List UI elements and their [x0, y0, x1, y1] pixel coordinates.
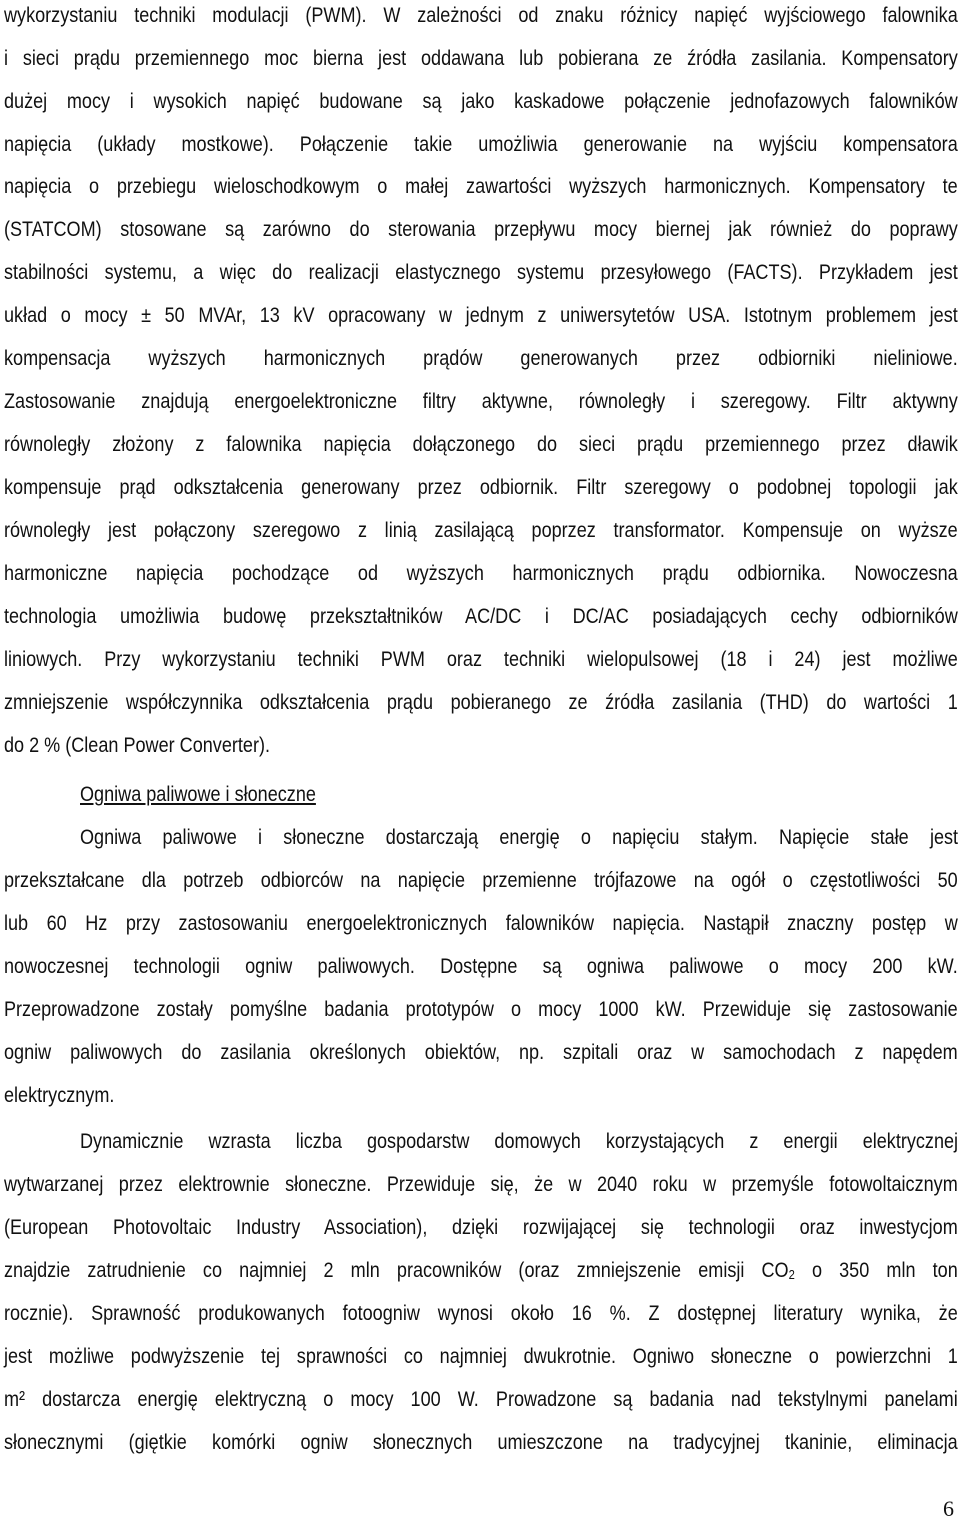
paragraph-line: Dynamicznie wzrasta liczba gospodarstw domowych korzystających z energii elektrycznej [80, 1130, 959, 1153]
paragraph-line: równoległy złożony z falownika napięcia dołączonego do sieci prądu przemiennego przez dławik [4, 433, 958, 456]
co2-subscript: 2 [788, 1267, 795, 1282]
paragraph-line: kompensacja wyższych harmonicznych prądów generowanych przez odbiorniki nieliniowe. [4, 347, 958, 370]
paragraph-line: stabilności systemu, a więc do realizacji elastycznego systemu przesyłowego (FACTS). Przykładem jest [4, 261, 958, 284]
paragraph-line: m² dostarcza energię elektryczną o mocy 100 W. Prowadzone są badania nad tekstylnymi panelami [4, 1388, 958, 1411]
paragraph-line: (European Photovoltaic Industry Association), dzięki rozwijającej się technologii oraz inwestycjom [4, 1216, 958, 1239]
paragraph-line: jest możliwe podwyższenie tej sprawności co najmniej dwukrotnie. Ogniwo słoneczne o powierzchni 1 [4, 1345, 958, 1368]
paragraph-line: wykorzystaniu techniki modulacji (PWM). W zależności od znaku różnicy napięć wyjściowego falownika [4, 4, 958, 27]
paragraph-line: Zastosowanie znajdują energoelektroniczne filtry aktywne, równoległy i szeregowy. Filtr aktywny [4, 390, 958, 413]
paragraph-line: Ogniwa paliwowe i słoneczne dostarczają energię o napięciu stałym. Napięcie stałe jest [80, 826, 959, 849]
paragraph-line: i sieci prądu przemiennego moc bierna jest oddawana lub pobierana ze źródła zasilania. Kompensatory [4, 47, 958, 70]
paragraph-line: napięcia o przebiegu wieloschodkowym o małej zawartości wyższych harmonicznych. Kompensatory te [4, 175, 958, 198]
paragraph-line: układ o mocy ± 50 MVAr, 13 kV opracowany w jednym z uniwersytetów USA. Istotnym problemem jest [4, 304, 958, 327]
co2-text-after: o 350 mln ton [794, 1259, 958, 1282]
paragraph-line: ogniw paliwowych do zasilania określonych obiektów, np. szpitali oraz w samochodach z napędem [4, 1041, 958, 1064]
paragraph-line: zmniejszenie współczynnika odkształcenia prądu pobieranego ze źródła zasilania (THD) do wartości 1 [4, 691, 958, 714]
paragraph-line: (STATCOM) stosowane są zarówno do sterowania przepływu mocy biernej jak również do poprawy [4, 218, 958, 241]
paragraph-line: liniowych. Przy wykorzystaniu techniki PWM oraz techniki wielopulsowej (18 i 24) jest możliwe [4, 648, 958, 671]
paragraph-line: harmoniczne napięcia pochodzące od wyższych harmonicznych prądu odbiornika. Nowoczesna [4, 562, 958, 585]
page-number: 6 [943, 1496, 954, 1521]
section-heading: Ogniwa paliwowe i słoneczne [80, 783, 316, 806]
paragraph-line: rocznie). Sprawność produkowanych fotoogniw wynosi około 16 %. Z dostępnej literatury wynika, że [4, 1302, 958, 1325]
paragraph-line: elektrycznym. [4, 1084, 115, 1107]
paragraph-line: Przeprowadzone zostały pomyślne badania prototypów o mocy 1000 kW. Przewiduje się zastosowanie [4, 998, 958, 1021]
paragraph-line: napięcia (układy mostkowe). Połączenie takie umożliwia generowanie na wyjściu kompensatora [4, 133, 958, 156]
paragraph-line: technologia umożliwia budowę przekształtników AC/DC i DC/AC posiadających cechy odbiorników [4, 605, 958, 628]
paragraph-line-co2 [4, 1257, 958, 1289]
paragraph-line: równoległy jest połączony szeregowo z linią zasilającą poprzez transformator. Kompensuje on wyższe [4, 519, 958, 542]
paragraph-line: wytwarzanej przez elektrownie słoneczne. Przewiduje się, że w 2040 roku w przemyśle fotowoltaicznym [4, 1173, 958, 1196]
paragraph-line: kompensuje prąd odkształcenia generowany przez odbiornik. Filtr szeregowy o podobnej topologii jak [4, 476, 958, 499]
paragraph-line: słonecznymi (giętkie komórki ogniw słonecznych umieszczone na tradycyjnej tkaninie, eliminacja [4, 1431, 958, 1454]
co2-text-before: znajdzie zatrudnienie co najmniej 2 mln pracowników (oraz zmniejszenie emisji CO [4, 1259, 789, 1282]
paragraph-line: nowoczesnej technologii ogniw paliwowych. Dostępne są ogniwa paliwowe o mocy 200 kW. [4, 955, 958, 978]
paragraph-line: dużej mocy i wysokich napięć budowane są jako kaskadowe połączenie jednofazowych falowników [4, 90, 958, 113]
paragraph-line: do 2 % (Clean Power Converter). [4, 734, 271, 757]
paragraph-line: lub 60 Hz przy zastosowaniu energoelektronicznych falowników napięcia. Nastąpił znaczny postęp w [4, 912, 958, 935]
paragraph-line: przekształcane dla potrzeb odbiorców na napięcie przemienne trójfazowe na ogół o częstotliwości 50 [4, 869, 958, 892]
